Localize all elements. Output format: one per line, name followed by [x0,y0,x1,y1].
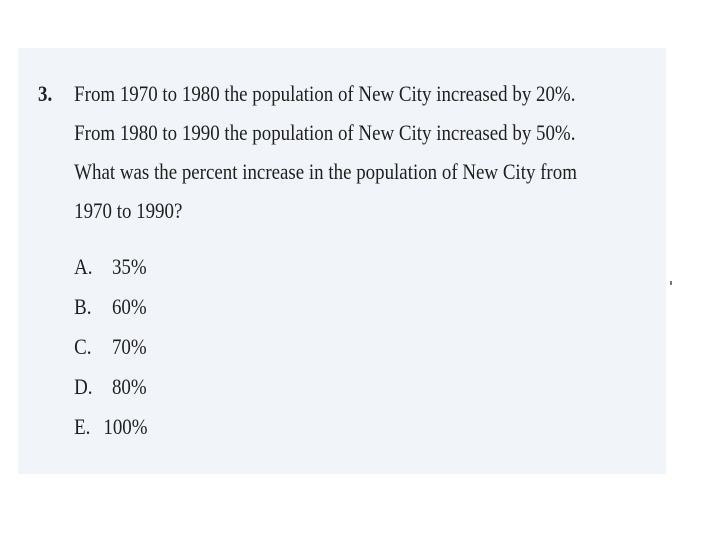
question-block [38,74,577,447]
answer-choice-c [74,327,562,367]
choice-letter: D. [74,374,93,399]
answer-choice-d [74,367,562,407]
choice-letter: C. [74,334,92,359]
question-line-4: 1970 to 1990? [74,198,183,223]
choice-letter: B. [74,294,92,319]
choice-letter: A. [74,254,93,279]
answer-choices [74,247,562,447]
choice-value: 100% [103,414,148,439]
choice-value: 70% [111,334,147,359]
scanned-question-card [18,48,666,474]
answer-choice-a [74,247,562,287]
question-line-3: What was the percent increase in the population of New City from [74,159,577,184]
question-line-2: From 1980 to 1990 the population of New City increased by 50%. [74,120,576,145]
question-number: 3. [38,81,53,106]
choice-value: 35% [111,254,147,279]
question-text [74,74,577,230]
choice-letter: E. [74,414,91,439]
choice-value: 80% [111,374,147,399]
answer-choice-e [74,407,562,447]
question-line-1: From 1970 to 1980 the population of New City increased by 20%. [74,81,576,106]
answer-choice-b [74,287,562,327]
question-stem [38,74,577,230]
choice-value: 60% [111,294,147,319]
scan-artifact-mark [670,281,672,285]
